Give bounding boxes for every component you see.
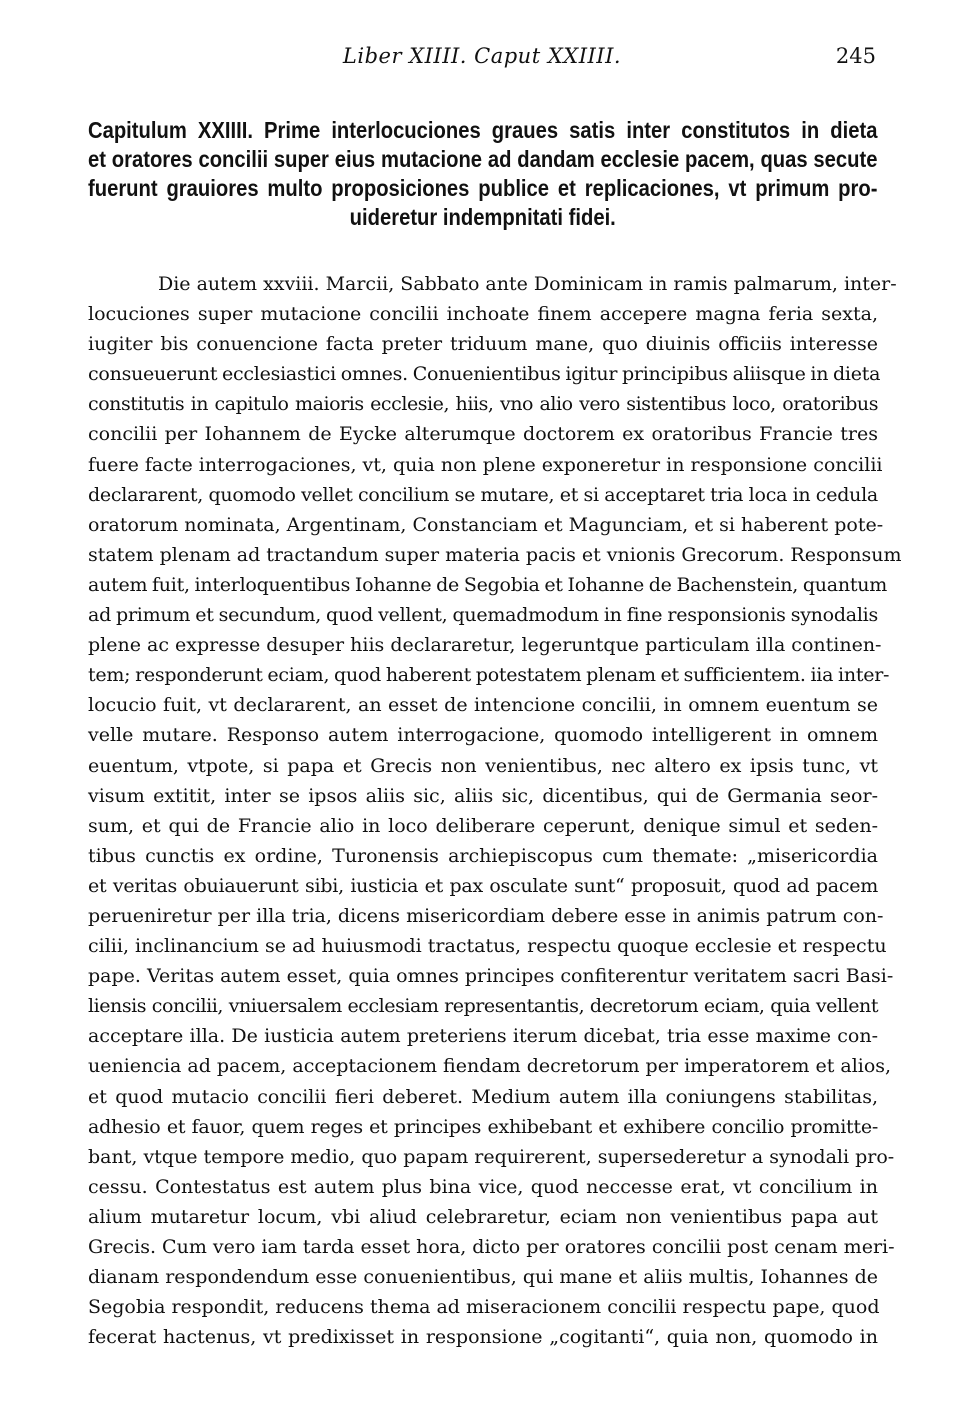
text-line: cessu. Contestatus est autem plus bina vice, quod neccesse erat, vt concilium in bbox=[88, 1175, 878, 1198]
text-line: euentum, vtpote, si papa et Grecis non venientibus, nec altero ex ipsis tunc, vt bbox=[88, 754, 878, 777]
text-line: sum, et qui de Francie alio in loco deliberare ceperunt, denique simul et seden- bbox=[88, 814, 878, 837]
page-number: 245 bbox=[835, 44, 876, 68]
heading-line: et oratores concilii super eius mutacione ad dandam ecclesie pacem, quas secute bbox=[88, 146, 878, 172]
running-head bbox=[88, 44, 876, 78]
text-line: bant, vtque tempore medio, quo papam requirerent, supersederetur a synodali pro- bbox=[88, 1145, 895, 1168]
text-line: adhesio et fauor, quem reges et principes exhibebant et exhibere concilio promitte- bbox=[88, 1115, 878, 1138]
text-line: plene ac expresse desuper hiis declararetur, legeruntque particulam illa continen- bbox=[88, 634, 882, 657]
text-line: et quod mutacio concilii fieri deberet. Medium autem illa coniungens stabilitas, bbox=[88, 1085, 878, 1108]
text-line: ad primum et secundum, quod vellent, quemadmodum in fine responsionis synodalis bbox=[88, 604, 878, 627]
heading-line: uideretur indempnitati fidei. bbox=[349, 204, 616, 230]
text-line: fuere facte interrogaciones, vt, quia non plene exponeretur in responsione concilii bbox=[88, 453, 883, 476]
text-line: autem fuit, interloquentibus Iohanne de Segobia et Iohanne de Bachenstein, quantum bbox=[88, 573, 887, 596]
chapter-heading bbox=[88, 116, 877, 232]
text-line: fecerat hactenus, vt predixisset in responsione „cogitanti“, quia non, quomodo in bbox=[88, 1326, 878, 1349]
text-line: tem; responderunt eciam, quod haberent potestatem plenam et sufficientem. iia inter- bbox=[88, 664, 890, 687]
text-line: cilii, inclinancium se ad huiusmodi tractatus, respectu quoque ecclesie et respectu bbox=[88, 935, 887, 958]
text-line: acceptare illa. De iusticia autem preteriens iterum dicebat, tria esse maxime con- bbox=[88, 1025, 878, 1048]
text-line: et veritas obuiauerunt sibi, iusticia et pax osculate sunt“ proposuit, quod ad pacem bbox=[88, 874, 878, 897]
text-line: dianam respondendum esse conuenientibus, qui mane et aliis multis, Iohannes de bbox=[88, 1266, 878, 1289]
text-line: iugiter bis conuencione facta preter triduum mane, quo diuinis officiis interesse bbox=[88, 333, 878, 356]
text-line: alium mutaretur locum, vbi aliud celebraretur, eciam non venientibus papa aut bbox=[88, 1205, 878, 1228]
heading-line: Capitulum XXIIII. Prime interlocuciones graues satis inter constitutos in dieta bbox=[88, 117, 878, 143]
text-line: Grecis. Cum vero iam tarda esset hora, dicto per oratores concilii post cenam meri- bbox=[88, 1236, 895, 1258]
running-title: Liber XIIII. Caput XXIIII. bbox=[342, 44, 622, 68]
text-line: oratorum nominata, Argentinam, Constanciam et Magunciam, et si haberent pote- bbox=[88, 513, 884, 536]
text-line: locucio fuit, vt declararent, an esset de intencione concilii, in omnem euentum se bbox=[88, 694, 878, 717]
text-line: ueniencia ad pacem, acceptacionem fiendam decretorum per imperatorem et alios, bbox=[88, 1055, 892, 1078]
text-line: locuciones super mutacione concilii inchoate finem accepere magna feria sexta, bbox=[88, 303, 878, 326]
text-line: velle mutare. Responso autem interrogacione, quomodo intelligerent in omnem bbox=[88, 724, 878, 747]
text-line: pape. Veritas autem esset, quia omnes principes confiterentur veritatem sacri Basi- bbox=[88, 965, 894, 988]
text-line: visum extitit, inter se ipsos aliis sic, aliis sic, dicentibus, qui de Germania seor- bbox=[88, 784, 878, 807]
text-line: statem plenam ad tractandum super materia pacis et vnionis Grecorum. Responsum bbox=[88, 543, 902, 566]
heading-line: fuerunt grauiores multo proposiciones publice et replicaciones, vt primum pro- bbox=[88, 175, 878, 201]
text-line: constitutis in capitulo maioris ecclesie, hiis, vno alio vero sistentibus loco, oratoribus bbox=[88, 393, 878, 416]
text-line: declararent, quomodo vellet concilium se mutare, et si acceptaret tria loca in cedula bbox=[88, 483, 878, 506]
text-line: tibus cunctis ex ordine, Turonensis archiepiscopus cum themate: „misericordia bbox=[88, 844, 878, 867]
text-line: perueniretur per illa tria, dicens misericordiam debere esse in animis patrum con- bbox=[88, 904, 884, 927]
text-line: Die autem xxviii. Marcii, Sabbato ante Dominicam in ramis palmarum, inter- bbox=[158, 273, 897, 295]
text-line: liensis concilii, vniuersalem ecclesiam representantis, decretorum eciam, quia vellent bbox=[88, 995, 878, 1018]
body-text bbox=[88, 269, 902, 1352]
text-line: consueuerunt ecclesiastici omnes. Conuenientibus igitur principibus aliisque in dieta bbox=[88, 363, 881, 386]
text-line: Segobia respondit, reducens thema ad miseracionem concilii respectu pape, quod bbox=[88, 1296, 880, 1319]
text-line: concilii per Iohannem de Eycke alterumque doctorem ex oratoribus Francie tres bbox=[88, 423, 878, 446]
